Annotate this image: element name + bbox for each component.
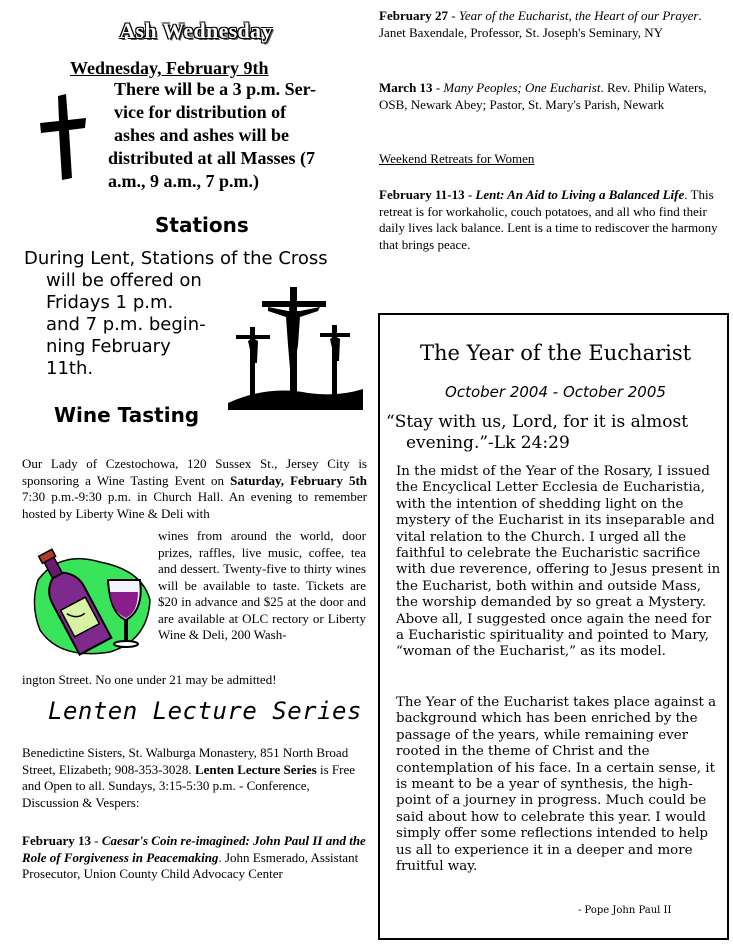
year-of-eucharist-box xyxy=(378,313,729,940)
lenten-series-text xyxy=(22,745,367,811)
eucharist-heading: The Year of the Eucharist xyxy=(419,341,692,365)
wine-tasting-intro xyxy=(22,456,367,522)
weekend-retreats-heading: Weekend Retreats for Women xyxy=(379,151,535,166)
stations-line: During Lent, Stations of the Cross xyxy=(24,248,328,269)
lenten-series-intro: Benedictine Sisters, St. Walburga Monastery, 851 North Broad Street, Elizabeth; 908-353-3028. xyxy=(22,745,349,777)
lecture-feb27 xyxy=(379,8,719,41)
retreat-description: . This retreat is for workaholic, couch potatoes, and all who find their daily lives lack balance. Lent is a time to rediscover the harmony that brings peace. xyxy=(379,187,718,252)
lenten-series-schedule: is Free and Open to all. Sundays, 3:15-5:30 p.m. - Conference, Discussion & Vespers: xyxy=(22,761,356,810)
lecture-title: Many Peoples; One Eucharist xyxy=(443,80,601,95)
stations-line: and 7 p.m. begin- xyxy=(46,314,206,335)
lenten-series-name: Lenten Lecture Series xyxy=(194,761,317,777)
separator: - xyxy=(90,833,102,848)
stations-line: ning February xyxy=(46,336,171,357)
wine-bottle-glass-icon xyxy=(30,540,156,660)
separator: - xyxy=(432,80,444,95)
wine-tasting-closing: ington Street. No one under 21 may be admitted! xyxy=(22,672,277,687)
lecture-date: February 27 xyxy=(379,8,448,23)
ash-wednesday-date: Wednesday, February 9th xyxy=(70,58,269,78)
lenten-series-heading: Lenten Lecture Series xyxy=(48,697,362,725)
lecture-feb13 xyxy=(22,833,367,883)
lecture-date: February 13 xyxy=(22,833,91,848)
wine-tasting-details: wines from around the world, door prizes, raffles, live music, coffee, tea and dessert. Twenty-five to thirty wines will be available to taste. Tickets are $20 in advance and $25 at the door and are available at OLC rectory or Liberty Wine & Deli, 200 Wash- xyxy=(158,528,366,642)
eucharist-paragraph-1: In the midst of the Year of the Rosary, I issued the Encyclical Letter Ecclesia de Eucharistia, with the intention of shedding light on the mystery of the Eucharist in its inseparable and vital relation to the Church. I urged all the faithful to celebrate the Eucharistic sacrifice with due reverence, offering to Jesus present in the Eucharist, both within and outside Mass, the worship demanded by so great a Mystery. Above all, I suggested once again the need for a Eucharistic spirituality and pointed to Mary, “woman of the Eucharist,” as its model. xyxy=(396,464,721,660)
ash-line: vice for distribution of xyxy=(114,102,287,122)
ash-line: ashes and ashes will be xyxy=(114,125,290,145)
lecture-speaker: . John Esmerado, Assistant Prosecutor, Union County Child Advocacy Center xyxy=(22,849,359,881)
wine-tasting-heading: Wine Tasting xyxy=(54,403,200,427)
ash-line: distributed at all Masses (7 xyxy=(108,148,315,168)
ash-line: There will be a 3 p.m. Ser- xyxy=(114,79,316,99)
ash-wednesday-heading: Ash Wednesday xyxy=(119,18,273,43)
stations-line: 11th. xyxy=(46,358,94,379)
eucharist-quote: “Stay with us, Lord, for it is almost evening.”-Lk 24:29 xyxy=(386,412,689,453)
lecture-speaker: . Janet Baxendale, Professor, St. Joseph's Seminary, NY xyxy=(379,8,702,40)
cross-icon xyxy=(38,92,88,182)
ash-line: a.m., 9 a.m., 7 p.m.) xyxy=(108,171,259,191)
lecture-title: Caesar's Coin re-imagined: John Paul II and the Role of Forgiveness in Peacemaking xyxy=(22,833,366,865)
separator: - xyxy=(447,8,459,23)
ash-wednesday-text xyxy=(108,78,373,193)
eucharist-attribution: - Pope John Paul II xyxy=(578,905,672,916)
lecture-date: March 13 xyxy=(379,80,433,95)
eucharist-paragraph-2: The Year of the Eucharist takes place against a background which has been enriched by the passage of the years, while remaining ever rooted in the theme of Christ and the contemplation of his face. In a certain sense, it is meant to be a year of synthesis, the high-point of a journey in progress. Much could be said about how to celebrate this year. I would simply offer some reflections intended to help us all to experience it in a deeper and more fruitful way. xyxy=(396,695,717,875)
lecture-speaker: . Rev. Philip Waters, OSB, Newark Abey; Pastor, St. Mary's Parish, Newark xyxy=(379,80,707,112)
eucharist-dates: October 2004 - October 2005 xyxy=(445,383,666,401)
retreat-feb11 xyxy=(379,187,719,253)
crucifixion-icon xyxy=(228,285,363,410)
wine-event-date: Saturday, February 5th xyxy=(230,472,367,488)
wine-intro-text-cont: 7:30 p.m.-9:30 p.m. in Church Hall. An evening to remember hosted by Liberty Wine & Deli with xyxy=(22,489,367,521)
stations-line: will be offered on xyxy=(46,270,202,291)
retreat-title: Lent: An Aid to Living a Balanced Life xyxy=(475,187,685,202)
stations-heading: Stations xyxy=(155,213,249,237)
retreat-date: February 11-13 xyxy=(379,187,465,202)
stations-line: Fridays 1 p.m. xyxy=(46,292,174,313)
separator: - xyxy=(464,187,476,202)
wine-intro-text: Our Lady of Czestochowa, 120 Sussex St., Jersey City is sponsoring a Wine Tasting Event on xyxy=(22,456,367,488)
lecture-mar13 xyxy=(379,80,719,113)
lecture-title: Year of the Eucharist, the Heart of our Prayer xyxy=(458,8,699,23)
